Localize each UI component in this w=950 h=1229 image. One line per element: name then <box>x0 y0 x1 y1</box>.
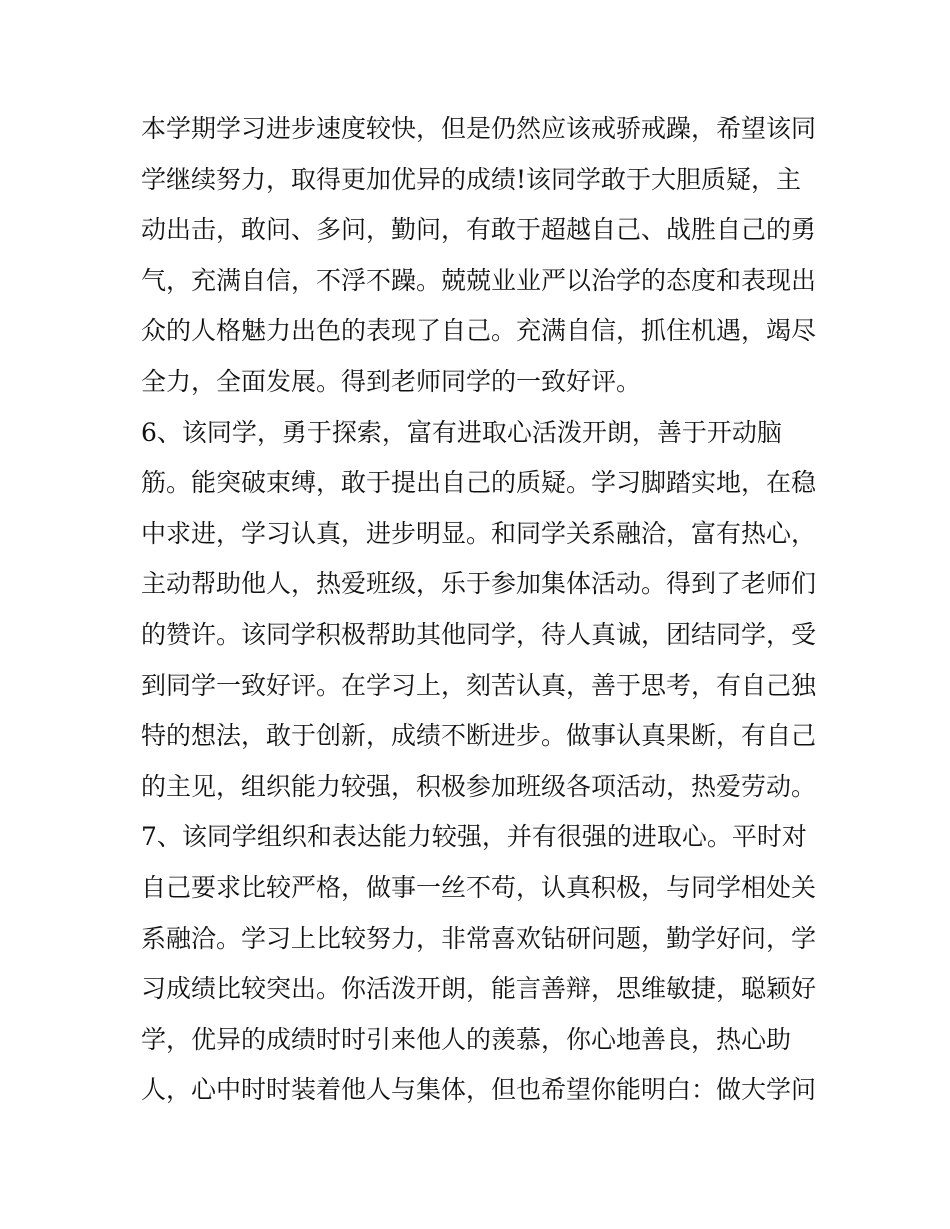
text-line-4: 气，充满自信，不浮不躁。兢兢业业严以治学的态度和表现出 <box>141 265 817 295</box>
text-line-14: 的主见，组织能力较强，积极参加班级各项活动，热爱劳动。 <box>141 771 817 801</box>
text-line-3: 动出击，敢问、多问，勤问，有敢于超越自己、战胜自己的勇 <box>141 215 817 245</box>
text-line-1: 本学期学习进步速度较快，但是仍然应该戒骄戒躁，希望该同 <box>141 114 817 143</box>
text-line-15: 7、该同学组织和表达能力较强，并有很强的进取心。平时对 <box>141 822 807 852</box>
text-line-17: 系融洽。学习上比较努力，非常喜欢钻研问题，勤学好问，学 <box>141 923 817 953</box>
text-line-7: 6、该同学，勇于探索，富有进取心活泼开朗，善于开动脑 <box>141 417 782 447</box>
text-line-8: 筋。能突破束缚，敢于提出自己的质疑。学习脚踏实地，在稳 <box>141 468 817 498</box>
text-line-11: 的赞许。该同学积极帮助其他同学，待人真诚，团结同学，受 <box>141 619 817 649</box>
text-line-2: 学继续努力，取得更加优异的成绩!该同学敢于大胆质疑，主 <box>141 164 802 194</box>
text-line-5: 众的人格魅力出色的表现了自己。充满自信，抓住机遇，竭尽 <box>141 316 817 346</box>
text-line-9: 中求进，学习认真，进步明显。和同学关系融洽，富有热心， <box>141 518 817 548</box>
text-line-6: 全力，全面发展。得到老师同学的一致好评。 <box>141 366 642 396</box>
text-line-10: 主动帮助他人，热爱班级，乐于参加集体活动。得到了老师们 <box>141 569 817 599</box>
document-body-text <box>141 104 821 1116</box>
text-line-13: 特的想法，敢于创新，成绩不断进步。做事认真果断，有自己 <box>141 721 817 751</box>
text-line-12: 到同学一致好评。在学习上，刻苦认真，善于思考，有自己独 <box>141 670 817 700</box>
text-line-20: 人，心中时时装着他人与集体，但也希望你能明白：做大学问 <box>141 1075 817 1105</box>
text-line-16: 自己要求比较严格，做事一丝不苟，认真积极，与同学相处关 <box>141 872 817 902</box>
text-line-18: 习成绩比较突出。你活泼开朗，能言善辩，思维敏捷，聪颖好 <box>141 974 817 1004</box>
text-line-19: 学，优异的成绩时时引来他人的羡慕，你心地善良，热心助 <box>141 1024 792 1054</box>
